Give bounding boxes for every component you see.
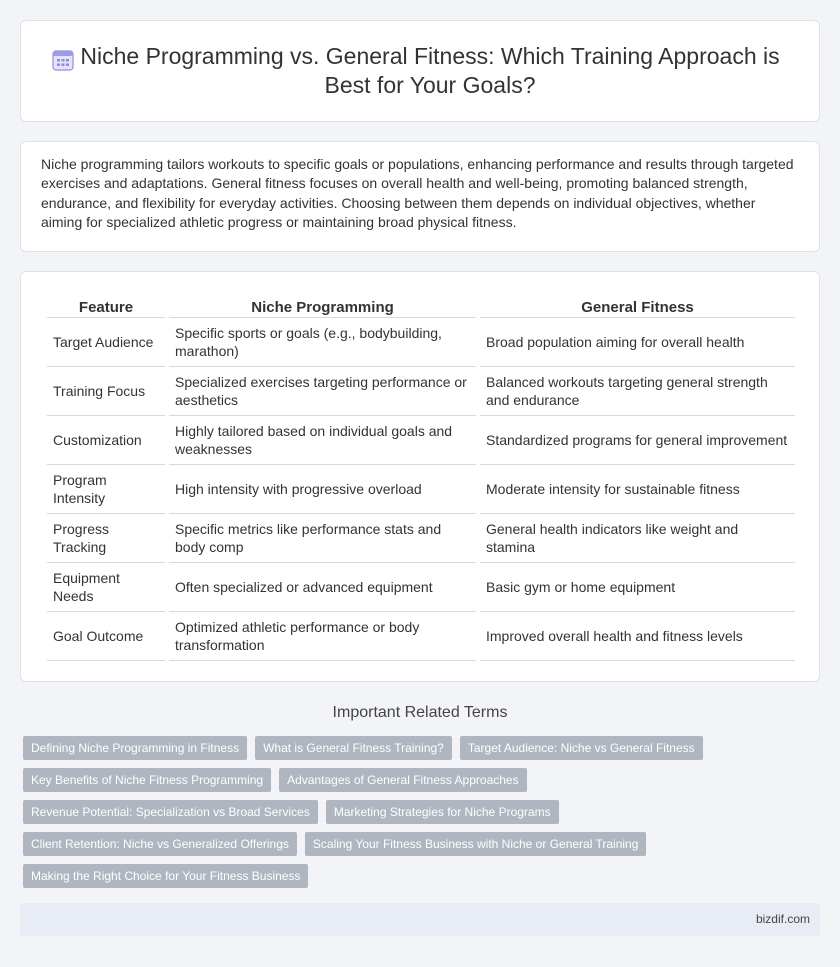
row-feature: Customization — [47, 416, 165, 465]
table-row — [47, 612, 795, 661]
related-terms-list — [23, 736, 723, 888]
row-niche: Highly tailored based on individual goals and weaknesses — [169, 416, 476, 465]
site-name[interactable]: bizdif.com — [755, 912, 810, 926]
row-niche: Often specialized or advanced equipment — [169, 563, 476, 612]
table-row — [47, 563, 795, 612]
row-general: Basic gym or home equipment — [480, 563, 795, 612]
page-title: Niche Programming vs. General Fitness: Which Training Approach is Best for Your Goals? — [80, 43, 780, 98]
table-row — [47, 514, 795, 563]
row-general: Standardized programs for general improvement — [480, 416, 795, 465]
related-term-tag[interactable]: Client Retention: Niche vs Generalized Offerings — [23, 832, 297, 856]
row-feature: Goal Outcome — [47, 612, 165, 661]
table-row — [47, 367, 795, 416]
table-row — [47, 416, 795, 465]
row-general: Broad population aiming for overall health — [480, 318, 795, 367]
related-term-tag[interactable]: Defining Niche Programming in Fitness — [23, 736, 247, 760]
related-term-tag[interactable]: Scaling Your Fitness Business with Niche or General Training — [305, 832, 647, 856]
row-niche: Specialized exercises targeting performance or aesthetics — [169, 367, 476, 416]
column-header-niche: Niche Programming — [169, 292, 476, 318]
row-feature: Training Focus — [47, 367, 165, 416]
related-term-tag[interactable]: Advantages of General Fitness Approaches — [279, 768, 526, 792]
row-general: Balanced workouts targeting general strength and endurance — [480, 367, 795, 416]
row-general: Moderate intensity for sustainable fitness — [480, 465, 795, 514]
row-niche: Optimized athletic performance or body transformation — [169, 612, 476, 661]
row-feature: Program Intensity — [47, 465, 165, 514]
row-feature: Equipment Needs — [47, 563, 165, 612]
column-header-feature: Feature — [47, 292, 165, 318]
intro-card — [20, 141, 820, 252]
row-niche: Specific metrics like performance stats and body comp — [169, 514, 476, 563]
row-niche: High intensity with progressive overload — [169, 465, 476, 514]
row-general: Improved overall health and fitness levels — [480, 612, 795, 661]
related-term-tag[interactable]: Making the Right Choice for Your Fitness Business — [23, 864, 308, 888]
comparison-card — [20, 271, 820, 682]
row-niche: Specific sports or goals (e.g., bodybuilding, marathon) — [169, 318, 476, 367]
table-header-row — [47, 292, 795, 318]
related-term-tag[interactable]: Revenue Potential: Specialization vs Broad Services — [23, 800, 318, 824]
footer — [20, 903, 820, 936]
related-terms-heading: Important Related Terms — [332, 704, 508, 721]
related-term-tag[interactable]: Key Benefits of Niche Fitness Programming — [23, 768, 271, 792]
row-feature: Progress Tracking — [47, 514, 165, 563]
table-row — [47, 465, 795, 514]
row-feature: Target Audience — [47, 318, 165, 367]
header-card — [20, 20, 820, 122]
intro-text: Niche programming tailors workouts to specific goals or populations, enhancing performance and results through targeted exercises and adaptations. General fitness focuses on overall health and well-being, promoting balanced strength, endurance, and flexibility for everyday activities. Choosing between them depends on individual objectives, whether aiming for specialized athletic progress or maintaining broad physical fitness. — [41, 156, 794, 231]
related-term-tag[interactable]: What is General Fitness Training? — [255, 736, 452, 760]
related-term-tag[interactable]: Marketing Strategies for Niche Programs — [326, 800, 559, 824]
column-header-general: General Fitness — [480, 292, 795, 318]
comparison-table — [43, 292, 799, 661]
row-general: General health indicators like weight and stamina — [480, 514, 795, 563]
table-row — [47, 318, 795, 367]
related-term-tag[interactable]: Target Audience: Niche vs General Fitness — [460, 736, 703, 760]
